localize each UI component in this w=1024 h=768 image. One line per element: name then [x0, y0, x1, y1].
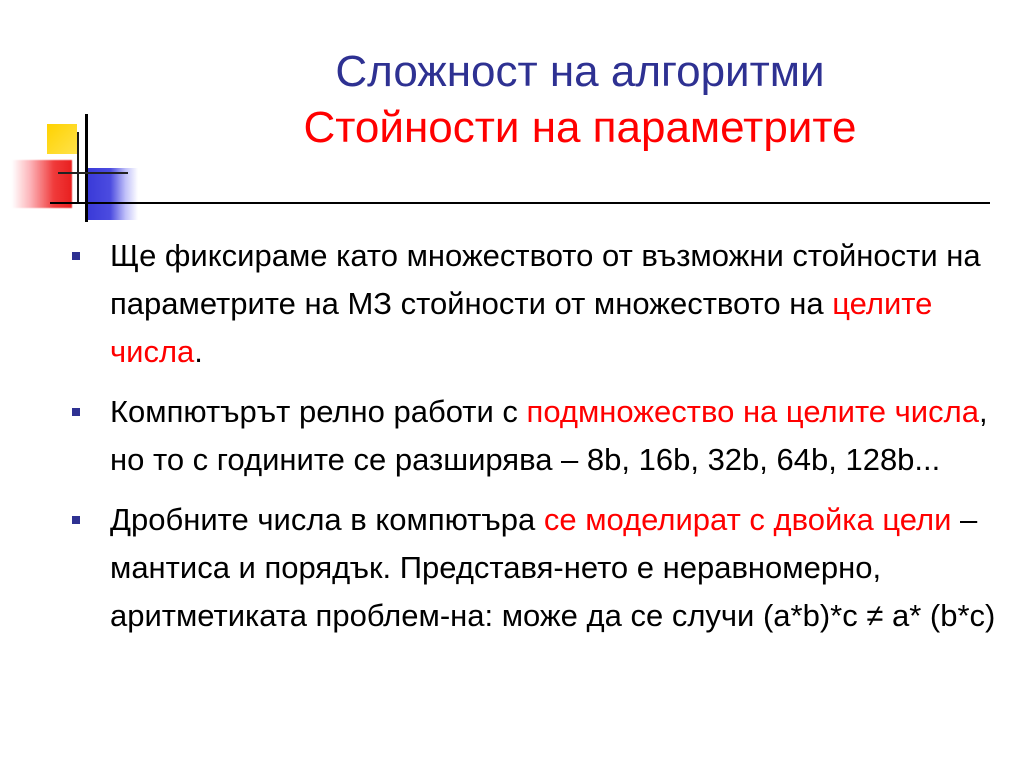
bullet-text: Компютърът релно работи с	[110, 394, 527, 429]
decor-vertical-line	[85, 114, 88, 222]
bullet-item	[72, 388, 1002, 484]
decor-yellow-square	[47, 124, 77, 154]
decor-blue-square	[88, 168, 138, 220]
bullet-text-end: .	[194, 334, 203, 369]
title-underline	[50, 202, 990, 204]
bullet-square-icon	[72, 516, 80, 524]
title-line-1: Сложност на алгоритми	[335, 47, 825, 96]
slide-title	[150, 44, 1010, 156]
bullet-item	[72, 232, 1002, 376]
decor-vertical-line-thin	[77, 132, 79, 204]
bullet-item	[72, 496, 1002, 640]
bullet-highlight: подмножество на целите числа	[526, 394, 979, 429]
bullet-text-end: – мантиса и порядък. Представя-нето е неравномерно, аритметиката проблем-на: може да се случи (a*b)*c ≠ a* (b*c)	[110, 502, 996, 633]
bullet-text: Ще фиксираме като множеството от възможни стойности на параметрите на МЗ стойности от множеството на	[110, 238, 981, 321]
bullet-highlight: целите числа	[110, 286, 933, 369]
decor-red-square	[12, 160, 72, 208]
bullet-text: Дробните числа в компютъра	[110, 502, 544, 537]
bullet-text-end: , но то с годините се разширява – 8b, 16b, 32b, 64b, 128b...	[110, 394, 988, 477]
decor-horizontal-line-short	[58, 172, 128, 174]
bullet-list	[72, 232, 1002, 652]
bullet-square-icon	[72, 408, 80, 416]
title-line-2: Стойности на параметрите	[303, 103, 857, 152]
bullet-square-icon	[72, 252, 80, 260]
bullet-highlight: се моделират с двойка цели	[543, 502, 952, 537]
